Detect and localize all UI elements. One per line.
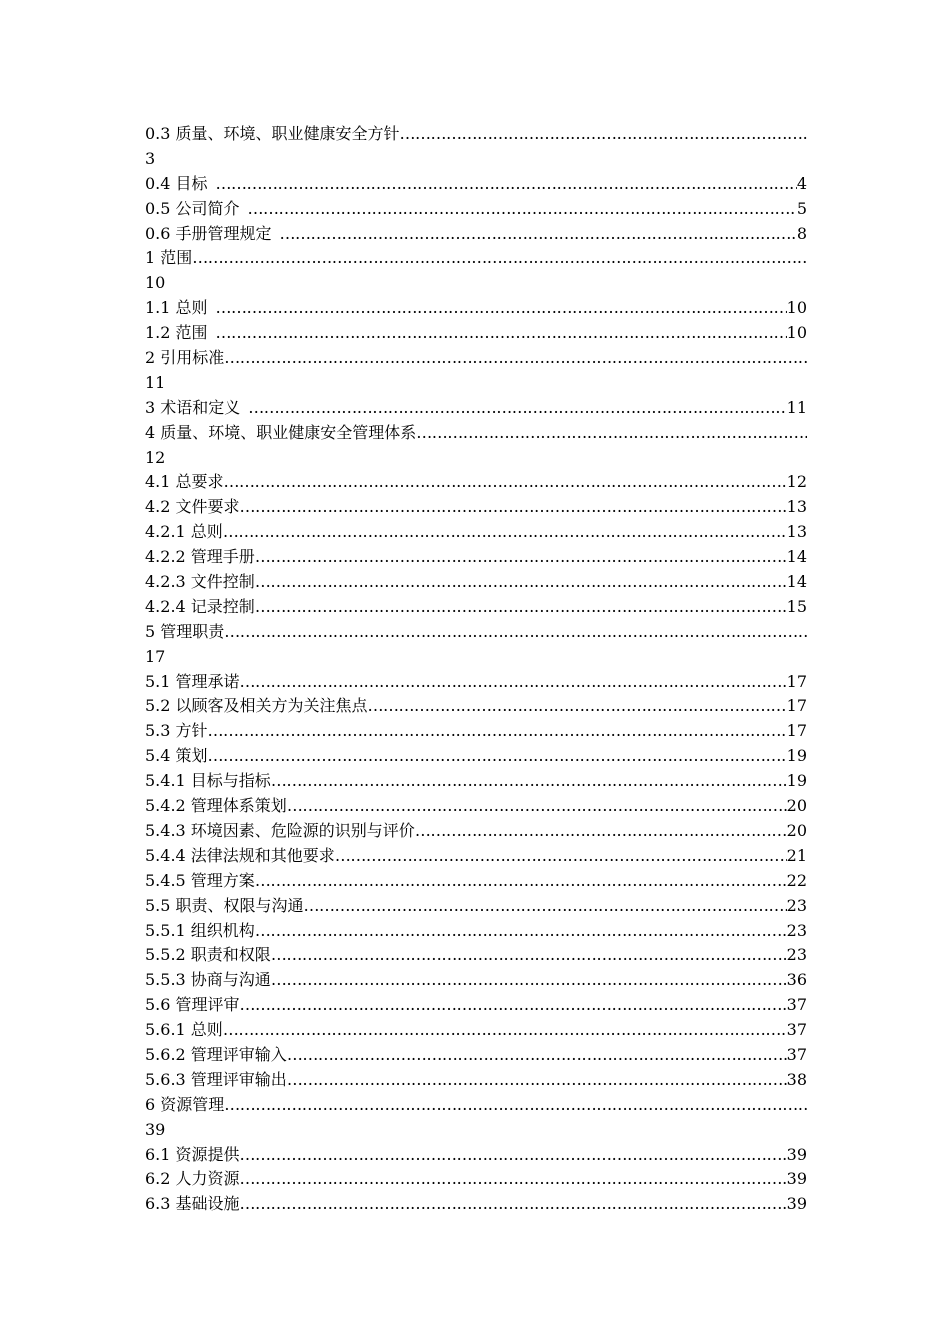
toc-row: [145, 595, 807, 620]
dot-leader: [255, 869, 787, 894]
dot-leader: [271, 968, 787, 993]
toc-entry[interactable]: [145, 1167, 807, 1192]
toc-row: [145, 197, 807, 222]
toc-entry[interactable]: [145, 1192, 807, 1217]
toc-entry[interactable]: [145, 172, 807, 197]
toc-row: [145, 620, 807, 645]
toc-entry[interactable]: [145, 1018, 807, 1043]
toc-entry[interactable]: [145, 570, 807, 595]
toc-entry-title: 5.5.2 职责和权限: [145, 945, 271, 965]
toc-entry-page-number: 19: [786, 746, 807, 766]
toc-entry-title: 0.4 目标: [145, 173, 208, 193]
toc-entry[interactable]: [145, 222, 807, 247]
toc-entry-page-number: 17: [145, 646, 166, 666]
dot-leader: [287, 1043, 787, 1068]
toc-row: [145, 1167, 807, 1192]
toc-entry[interactable]: [145, 246, 807, 296]
toc-entry-title: 5.4.5 管理方案: [145, 870, 255, 890]
toc-entry-title: 5.5.3 协商与沟通: [145, 970, 271, 990]
dot-leader: [287, 1068, 787, 1093]
toc-entry-page-number: 23: [786, 895, 807, 915]
toc-entry[interactable]: [145, 197, 807, 222]
toc-row: [145, 1018, 807, 1043]
dot-leader: [255, 595, 787, 620]
toc-row: [145, 968, 807, 993]
toc-entry-title: 5.4.4 法律法规和其他要求: [145, 845, 335, 865]
toc-wrapped-page-line: [145, 645, 807, 670]
dot-leader: [240, 495, 787, 520]
dot-leader: [216, 172, 797, 197]
toc-entry[interactable]: [145, 943, 807, 968]
dot-leader: [224, 470, 787, 495]
toc-entry-page-number: 4: [796, 173, 807, 193]
toc-entry-page-number: 14: [786, 547, 807, 567]
toc-entry-page-number: 38: [786, 1069, 807, 1089]
toc-entry[interactable]: [145, 993, 807, 1018]
dot-leader: [255, 545, 787, 570]
toc-wrapped-page-line: [145, 147, 807, 172]
toc-row: [145, 919, 807, 944]
toc-row: [145, 396, 807, 421]
dot-leader: [255, 570, 787, 595]
toc-row: [145, 819, 807, 844]
dot-leader: [223, 1018, 787, 1043]
toc-entry-title: 5.1 管理承诺: [145, 671, 240, 691]
toc-row: [145, 1192, 807, 1217]
dot-leader: [240, 1167, 787, 1192]
toc-entry-title: 0.3 质量、环境、职业健康安全方针: [145, 124, 400, 143]
toc-entry[interactable]: [145, 1043, 807, 1068]
toc-entry[interactable]: [145, 694, 807, 719]
toc-entry-page-number: 12: [145, 447, 166, 467]
toc-entry[interactable]: [145, 719, 807, 744]
dot-leader: [216, 321, 787, 346]
toc-entry[interactable]: [145, 620, 807, 670]
toc-entry-title: 6.1 资源提供: [145, 1144, 240, 1164]
toc-entry[interactable]: [145, 296, 807, 321]
toc-entry-title: 4.2.1 总则: [145, 522, 223, 542]
toc-entry-title: 4.2.4 记录控制: [145, 596, 255, 616]
toc-entry-page-number: 17: [786, 671, 807, 691]
toc-row: [145, 421, 807, 446]
toc-entry-title: 1.2 范围: [145, 323, 208, 343]
toc-entry-page-number: 36: [786, 970, 807, 990]
toc-entry[interactable]: [145, 869, 807, 894]
toc-row: [145, 719, 807, 744]
toc-entry-title: 5.6 管理评审: [145, 995, 240, 1015]
toc-entry[interactable]: [145, 122, 807, 172]
toc-entry-title: 5.3 方针: [145, 721, 208, 741]
toc-entry-title: 5.6.2 管理评审输入: [145, 1044, 287, 1064]
toc-entry-page-number: 20: [786, 796, 807, 816]
dot-leader: [248, 197, 797, 222]
dot-leader: [240, 1192, 787, 1217]
toc-entry-title: 3 术语和定义: [145, 397, 241, 417]
toc-entry-page-number: 5: [796, 198, 807, 218]
toc-row: [145, 321, 807, 346]
toc-entry-page-number: 10: [145, 273, 166, 293]
toc-entry-title: 6.3 基础设施: [145, 1194, 240, 1214]
toc-entry[interactable]: [145, 1143, 807, 1168]
toc-row: [145, 346, 807, 371]
toc-entry-page-number: 10: [786, 323, 807, 343]
dot-leader: [271, 943, 787, 968]
toc-entry-title: 1.1 总则: [145, 298, 208, 318]
toc-entry[interactable]: [145, 744, 807, 769]
toc-entry-page-number: 20: [786, 820, 807, 840]
dot-leader: [304, 894, 787, 919]
toc-entry[interactable]: [145, 1068, 807, 1093]
toc-row: [145, 694, 807, 719]
toc-entry[interactable]: [145, 495, 807, 520]
toc-entry-page-number: 37: [786, 995, 807, 1015]
toc-entry-page-number: 17: [786, 696, 807, 716]
toc-row: [145, 495, 807, 520]
toc-entry-title: 6.2 人力资源: [145, 1169, 240, 1189]
toc-entry-page-number: 10: [786, 298, 807, 318]
toc-row: [145, 545, 807, 570]
toc-entry-page-number: 8: [796, 223, 807, 243]
toc-row: [145, 520, 807, 545]
toc-entry-page-number: 12: [786, 472, 807, 492]
toc-entry[interactable]: [145, 421, 807, 471]
dot-leader: [255, 919, 787, 944]
toc-entry-page-number: 17: [786, 721, 807, 741]
toc-entry-page-number: 22: [786, 870, 807, 890]
toc-wrapped-page-line: [145, 271, 807, 296]
toc-row: [145, 1043, 807, 1068]
toc-entry-title: 4 质量、环境、职业健康安全管理体系: [145, 422, 417, 442]
toc-entry-title: 5.4.2 管理体系策划: [145, 796, 287, 816]
toc-row: [145, 993, 807, 1018]
dot-leader: [216, 296, 787, 321]
dot-leader: [415, 819, 787, 844]
dot-leader: [335, 844, 787, 869]
toc-row: [145, 122, 807, 147]
toc-entry-title: 2 引用标准: [145, 348, 225, 368]
toc-entry[interactable]: [145, 819, 807, 844]
toc-entry-page-number: 39: [145, 1119, 166, 1139]
toc-entry[interactable]: [145, 1093, 807, 1143]
toc-entry[interactable]: [145, 595, 807, 620]
toc-entry-page-number: 3: [145, 148, 156, 168]
toc-wrapped-page-line: [145, 371, 807, 396]
toc-entry-page-number: 11: [145, 372, 166, 392]
toc-entry[interactable]: [145, 545, 807, 570]
toc-entry-page-number: 39: [786, 1144, 807, 1164]
toc-entry[interactable]: [145, 794, 807, 819]
toc-entry-page-number: 37: [786, 1044, 807, 1064]
toc-row: [145, 844, 807, 869]
toc-entry-title: 5.6.3 管理评审输出: [145, 1069, 287, 1089]
toc-entry-page-number: 15: [786, 596, 807, 616]
toc-entry-title: 4.2 文件要求: [145, 497, 240, 517]
toc-entry-page-number: 11: [786, 397, 807, 417]
table-of-contents: [145, 122, 807, 1217]
toc-entry[interactable]: [145, 470, 807, 495]
toc-row: [145, 1068, 807, 1093]
toc-entry[interactable]: [145, 670, 807, 695]
toc-entry-title: 5.2 以顾客及相关方为关注焦点: [145, 696, 368, 716]
dot-leader: [224, 620, 807, 645]
dot-leader: [224, 346, 807, 371]
toc-row: [145, 222, 807, 247]
toc-entry-page-number: 21: [786, 845, 807, 865]
toc-entry-title: 4.2.3 文件控制: [145, 572, 255, 592]
dot-leader: [271, 769, 787, 794]
toc-entry-page-number: 19: [786, 771, 807, 791]
toc-wrapped-page-line: [145, 1118, 807, 1143]
toc-entry-title: 4.1 总要求: [145, 472, 224, 492]
toc-entry-title: 5.4 策划: [145, 746, 208, 766]
toc-entry[interactable]: [145, 346, 807, 396]
toc-row: [145, 172, 807, 197]
toc-row: [145, 1093, 807, 1118]
dot-leader: [248, 396, 786, 421]
toc-row: [145, 296, 807, 321]
toc-entry-title: 5.4.1 目标与指标: [145, 771, 271, 791]
toc-entry-title: 5.5 职责、权限与沟通: [145, 895, 304, 915]
toc-entry-title: 5 管理职责: [145, 621, 225, 641]
toc-row: [145, 470, 807, 495]
toc-entry[interactable]: [145, 968, 807, 993]
toc-entry[interactable]: [145, 919, 807, 944]
dot-leader: [240, 1143, 787, 1168]
dot-leader: [368, 694, 787, 719]
toc-row: [145, 670, 807, 695]
dot-leader: [192, 246, 807, 271]
toc-entry-title: 5.4.3 环境因素、危险源的识别与评价: [145, 820, 415, 840]
toc-entry-page-number: 14: [786, 572, 807, 592]
toc-entry-page-number: 13: [786, 522, 807, 542]
toc-entry-title: 0.6 手册管理规定: [145, 223, 272, 243]
toc-entry-page-number: 23: [786, 945, 807, 965]
toc-entry[interactable]: [145, 520, 807, 545]
toc-wrapped-page-line: [145, 446, 807, 471]
toc-entry[interactable]: [145, 894, 807, 919]
dot-leader: [240, 993, 787, 1018]
toc-entry-page-number: 39: [786, 1169, 807, 1189]
toc-entry[interactable]: [145, 321, 807, 346]
toc-row: [145, 943, 807, 968]
dot-leader: [240, 670, 787, 695]
toc-entry-title: 0.5 公司简介: [145, 198, 240, 218]
toc-entry-page-number: 39: [786, 1194, 807, 1214]
toc-entry-page-number: 13: [786, 497, 807, 517]
toc-row: [145, 744, 807, 769]
toc-entry-page-number: 23: [786, 920, 807, 940]
toc-entry[interactable]: [145, 396, 807, 421]
toc-entry-title: 6 资源管理: [145, 1094, 225, 1114]
toc-row: [145, 1143, 807, 1168]
dot-leader: [208, 744, 787, 769]
toc-entry-page-number: 37: [786, 1020, 807, 1040]
toc-entry[interactable]: [145, 844, 807, 869]
toc-row: [145, 246, 807, 271]
dot-leader: [208, 719, 787, 744]
toc-entry[interactable]: [145, 769, 807, 794]
dot-leader: [224, 1093, 807, 1118]
dot-leader: [280, 222, 797, 247]
dot-leader: [400, 122, 807, 147]
dot-leader: [223, 520, 787, 545]
toc-entry-title: 4.2.2 管理手册: [145, 547, 255, 567]
toc-row: [145, 894, 807, 919]
toc-entry-title: 1 范围: [145, 248, 193, 268]
toc-row: [145, 769, 807, 794]
toc-row: [145, 869, 807, 894]
toc-row: [145, 570, 807, 595]
toc-entry-title: 5.6.1 总则: [145, 1020, 223, 1040]
toc-row: [145, 794, 807, 819]
dot-leader: [287, 794, 787, 819]
toc-entry-title: 5.5.1 组织机构: [145, 920, 255, 940]
dot-leader: [416, 421, 807, 446]
